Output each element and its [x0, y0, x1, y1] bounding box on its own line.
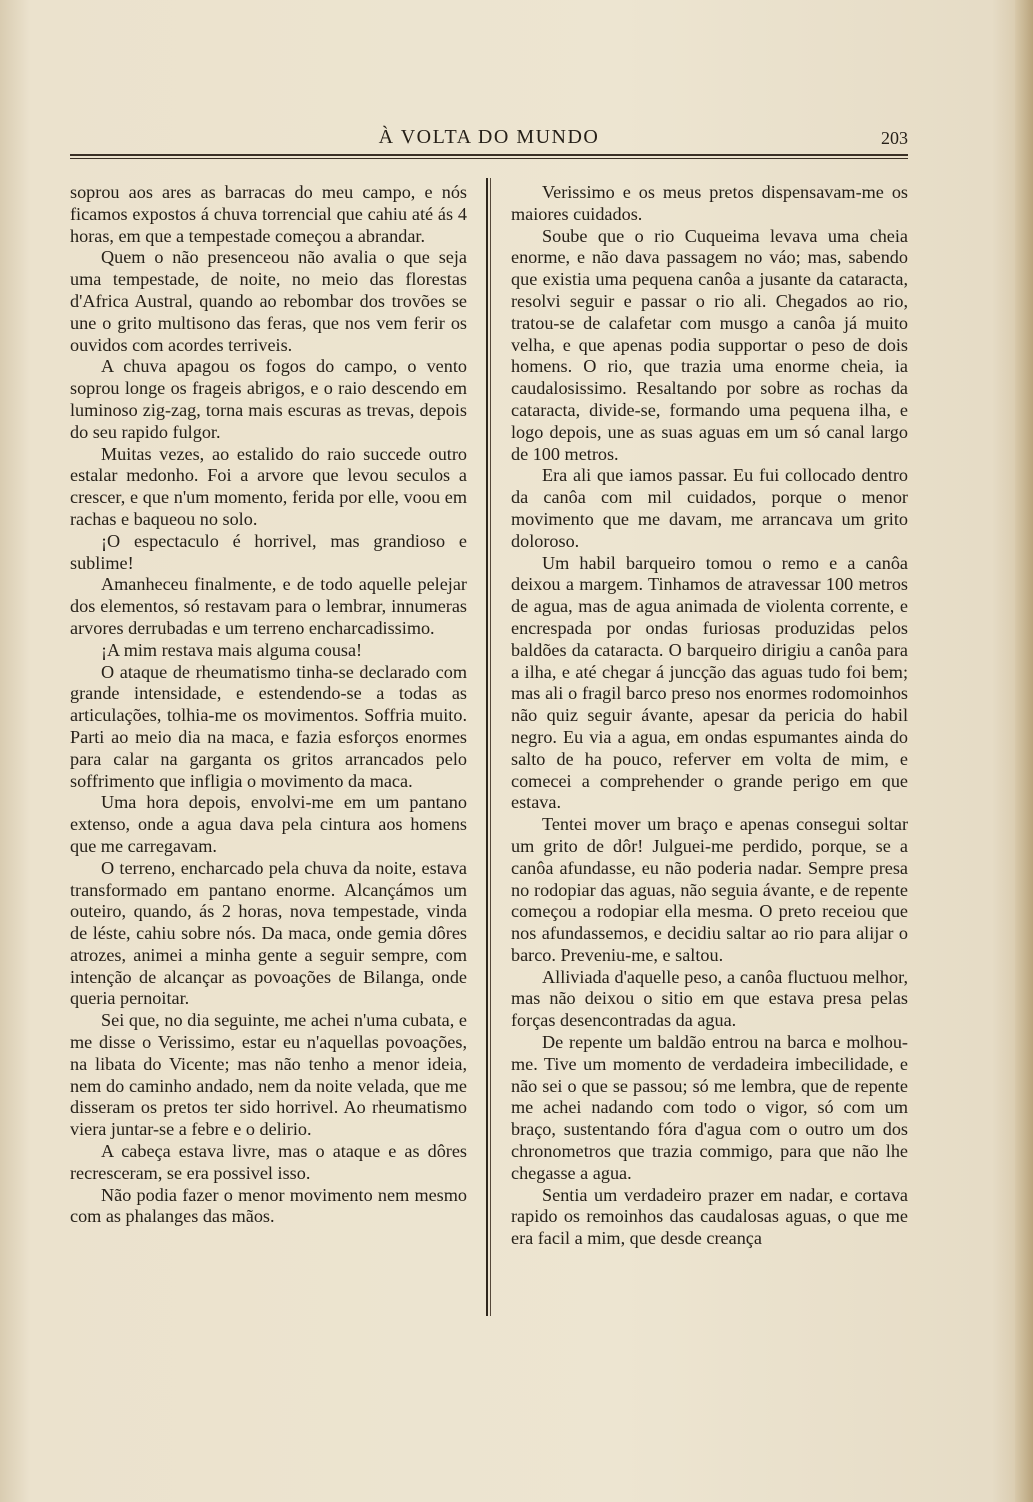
paragraph: Um habil barqueiro tomou o remo e a canôa deixou a margem. Tinhamos de atravessar 100 metros de agua, mas de agua animada de violenta corrente, e encrespada por ondas furiosas produzidas pelos baldões da cataracta. O barqueiro dirigiu a canôa para a ilha, e até chegar á juncção das aguas tudo foi bem; mas ali o fragil barco preso nos enormes rodomoinhos não quiz seguir ávante, apesar da pericia do habil negro. Eu via a agua, em ondas espumantes ainda do salto de ha pouco, referver em volta de mim, e comecei a comprehender o grande perigo em que estava. — [511, 552, 908, 813]
header-rule-thick — [70, 154, 908, 156]
paragraph: O terreno, encharcado pela chuva da noite, estava transformado em pantano enorme. Alcançámos um outeiro, quando, ás 2 horas, nova tempestade, vinda de léste, cahiu sobre nós. Da maca, onde gemia dôres atrozes, animei a minha gente a seguir sempre, com intenção de alcançar as povoações de Bilanga, onde queria pernoitar. — [70, 857, 467, 1009]
paragraph: Soube que o rio Cuqueima levava uma cheia enorme, e não dava passagem no váo; mas, sabendo que existia uma pequena canôa a jusante da cataracta, resolvi seguir e passar o rio ali. Chegados ao rio, tratou-se de calafetar com musgo a canôa já muito velha, e que apenas podia supportar o peso de dois homens. O rio, que trazia uma enorme cheia, ia caudalosissimo. Resaltando por sobre as rochas da cataracta, divide-se, formando uma pequena ilha, e logo depois, une as suas aguas em um só canal largo de 100 metros. — [511, 225, 908, 464]
paragraph: soprou aos ares as barracas do meu campo, e nós ficamos expostos á chuva torrencial que cahiu até ás 4 horas, em que a tempestade começou a abrandar. — [70, 182, 467, 246]
paragraph: Muitas vezes, ao estalido do raio succede outro estalar medonho. Foi a arvore que levou seculos a crescer, e que n'um momento, ferida por elle, voou em rachas e baqueou no solo. — [70, 443, 467, 529]
paragraph: Verissimo e os meus pretos dispensavam-me os maiores cuidados. — [511, 182, 908, 224]
page-header — [70, 126, 908, 154]
paragraph: A cabeça estava livre, mas o ataque e as dôres recresceram, se era possivel isso. — [70, 1141, 467, 1183]
paragraph: Quem o não presenceou não avalia o que seja uma tempestade, de noite, no meio das florestas d'Africa Austral, quando ao rebombar dos trovões se une o grito multisono das feras, que nos vem ferir os ouvidos com acordes terriveis. — [70, 247, 467, 355]
page-edge-shadow — [1015, 0, 1033, 1502]
paragraph: ¡A mim restava mais alguma cousa! — [101, 639, 363, 660]
right-column — [511, 182, 908, 1250]
paragraph: A chuva apagou os fogos do campo, o vento soprou longe os frageis abrigos, e o raio descendo em luminoso zig-zag, torna mais escuras as trevas, depois do seu rapido fulgor. — [70, 356, 467, 442]
paragraph: Tentei mover um braço e apenas consegui soltar um grito de dôr! Julguei-me perdido, porque, se a canôa afundasse, eu não poderia nadar. Sempre presa no rodopiar das aguas, não seguia ávante, e de repente começou a rodopiar ella mesma. O preto receiou que nos afundassemos, e decidiu saltar ao rio para alijar o barco. Preveniu-me, e saltou. — [511, 814, 908, 965]
paragraph: Uma hora depois, envolvi-me em um pantano extenso, onde a agua dava pela cintura aos homens que me carregavam. — [70, 792, 467, 856]
paragraph: Sei que, no dia seguinte, me achei n'uma cubata, e me disse o Verissimo, estar eu n'aquellas povoações, na libata do Vicente; mas não tenho a menor ideia, nem do caminho andado, nem da noite velada, que me disseram os pretos ter sido horrivel. Ao rheumatismo viera juntar-se a febre e o delirio. — [70, 1010, 467, 1140]
column-divider — [486, 178, 488, 1316]
paragraph: ¡O espectaculo é horrivel, mas grandioso e sublime! — [70, 530, 467, 573]
paragraph: De repente um baldão entrou na barca e molhou-me. Tive um momento de verdadeira imbecilidade, e não sei o que se passou; só me lembra, que de repente me achei nadando com todo o vigor, só com um braço, sustentando fóra d'agua com o outro um dos chronometros que trazia commigo, para que não lhe chegasse a agua. — [511, 1032, 908, 1183]
paragraph: Não podia fazer o menor movimento nem mesmo com as phalanges das mãos. — [70, 1184, 467, 1227]
page-number: 203 — [881, 128, 908, 148]
paragraph: Sentia um verdadeiro prazer em nadar, e cortava rapido os remoinhos das caudalosas aguas, o que me era facil a mim, que desde creança — [511, 1184, 908, 1249]
header-rule-thin — [70, 158, 908, 159]
paragraph: Amanheceu finalmente, e de todo aquelle pelejar dos elementos, só restavam para o lembrar, innumeras arvores derrubadas e um terreno encharcadissimo. — [70, 574, 467, 638]
paragraph: Era ali que iamos passar. Eu fui collocado dentro da canôa com mil cuidados, porque o menor movimento que me davam, me arrancava um grito doloroso. — [511, 465, 908, 551]
paragraph: Alliviada d'aquelle peso, a canôa fluctuou melhor, mas não deixou o sitio em que estava presa pelas forças desencontradas da agua. — [511, 966, 908, 1031]
running-title: À VOLTA DO MUNDO — [378, 126, 600, 148]
left-column — [70, 182, 467, 1228]
column-divider-thin — [490, 178, 491, 1316]
paragraph: O ataque de rheumatismo tinha-se declarado com grande intensidade, e estendendo-se a todas as articulações, tolhia-me os movimentos. Soffria muito. Parti ao meio dia na maca, e fazia esforços enormes para calar na garganta os gritos arrancados pelo soffrimento que infligia o movimento da maca. — [70, 661, 467, 791]
